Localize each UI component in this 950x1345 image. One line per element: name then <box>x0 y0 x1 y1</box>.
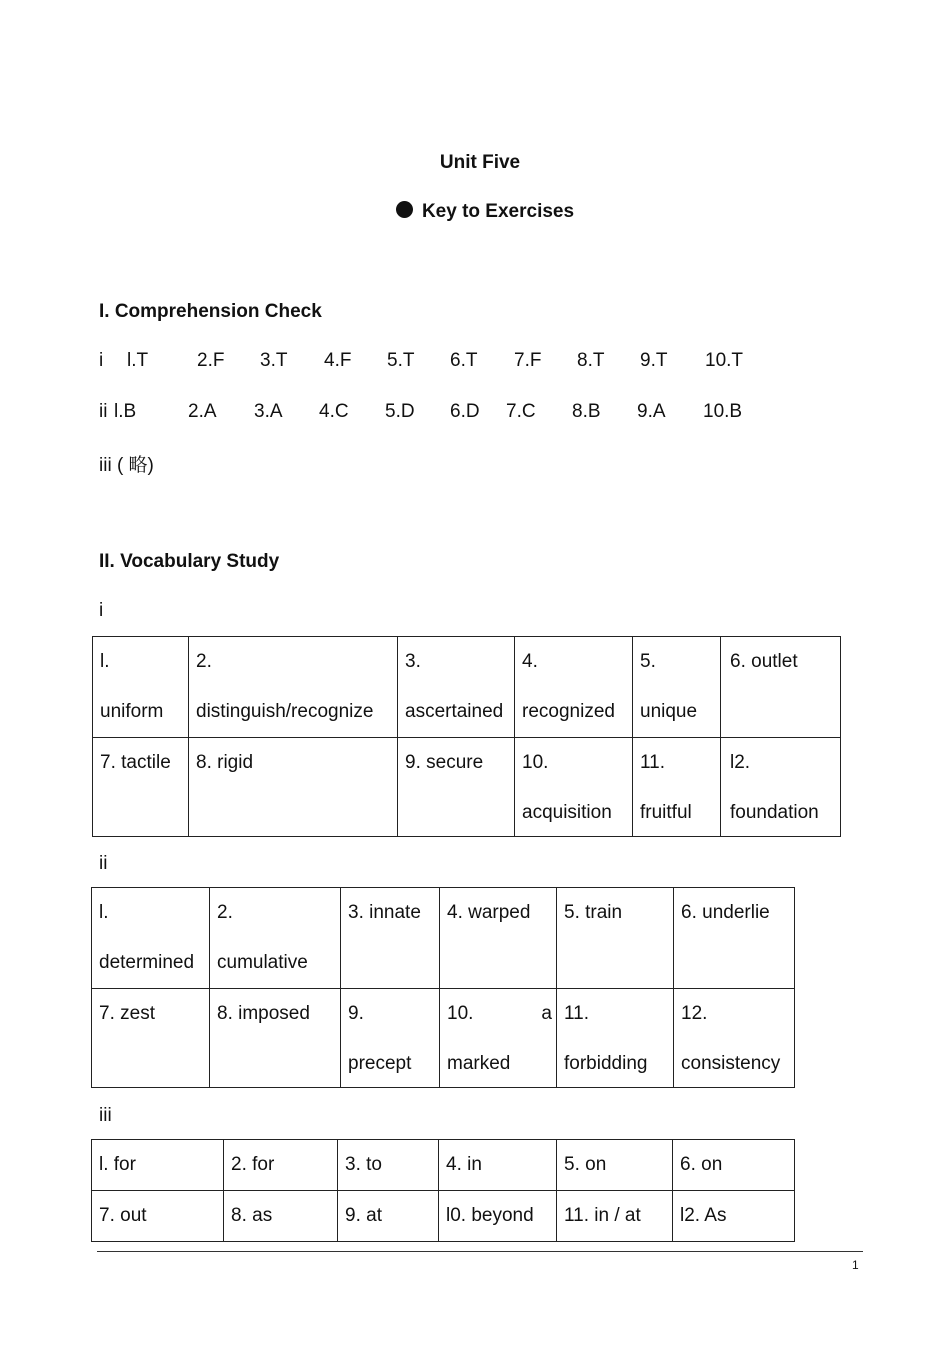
table-cell: 11. in / at <box>564 1205 641 1226</box>
part-iii-label: iii <box>99 1105 112 1126</box>
answer: l.B <box>114 401 137 422</box>
subtitle <box>0 201 950 223</box>
answer: 10.B <box>703 401 743 422</box>
table-cell: 5. on <box>564 1154 607 1175</box>
table-cell: 3. ascertained <box>405 651 504 722</box>
answers-row-iii: iii ( 略) <box>99 455 154 476</box>
table-cell: 7. zest <box>99 1003 155 1024</box>
table-cell: 8. as <box>231 1205 273 1226</box>
table-cell: l. for <box>99 1154 136 1175</box>
row-label: ii <box>99 401 108 422</box>
table-cell: 2. distinguish/recognize <box>196 651 374 722</box>
answer: 2.F <box>197 350 225 371</box>
table-cell: 8. rigid <box>196 752 254 773</box>
table-cell: 6. underlie <box>681 902 770 923</box>
table-cell: 3. to <box>345 1154 382 1175</box>
part-i-label: i <box>99 600 104 621</box>
answer: 6.T <box>450 350 478 371</box>
part-ii-label: ii <box>99 853 108 874</box>
answer: 7.F <box>514 350 542 371</box>
answer: 6.D <box>450 401 480 422</box>
vocab-table-ii <box>91 887 795 1088</box>
answer: 4.C <box>319 401 349 422</box>
answer: 5.T <box>387 350 415 371</box>
table-cell: 2. cumulative <box>217 902 308 973</box>
answer: l.T <box>127 350 149 371</box>
answer: 9.T <box>640 350 668 371</box>
table-cell: l. determined <box>99 902 195 973</box>
table-cell: 11. forbidding <box>564 1003 648 1074</box>
table-cell: l. uniform <box>100 651 164 722</box>
table-cell: 11. fruitful <box>640 752 692 823</box>
table-cell: 7. tactile <box>100 752 171 773</box>
table-cell: 5. train <box>564 902 623 923</box>
table-cell: l2. foundation <box>730 752 819 823</box>
table-cell: l0. beyond <box>446 1205 534 1226</box>
table-cell: 9. secure <box>405 752 484 773</box>
page-title: Unit Five <box>439 152 521 173</box>
answer: 8.T <box>577 350 605 371</box>
table-cell: 8. imposed <box>217 1003 310 1024</box>
table-cell: 10. acquisition <box>522 752 612 823</box>
answer: 9.A <box>637 401 666 422</box>
table-cell: 4. recognized <box>522 651 615 722</box>
answers-row-ii <box>0 401 950 425</box>
section2-heading: II. Vocabulary Study <box>99 551 280 572</box>
section1-heading: I. Comprehension Check <box>99 301 322 322</box>
table-cell: 7. out <box>99 1205 147 1226</box>
table-cell: 6. on <box>680 1154 723 1175</box>
table-cell: 5. unique <box>640 651 698 722</box>
table-cell: 4. in <box>446 1154 482 1175</box>
footer-rule <box>97 1251 863 1252</box>
page-number: 1 <box>852 1258 859 1272</box>
bullet-icon <box>396 201 413 218</box>
vocab-table-iii <box>91 1139 795 1242</box>
table-cell: l2. As <box>680 1205 727 1226</box>
subtitle-text: Key to Exercises <box>421 201 575 222</box>
row-label: i <box>99 350 104 371</box>
table-cell: 12. consistency <box>681 1003 781 1074</box>
table-cell: 9. at <box>345 1205 382 1226</box>
answer: 10.T <box>705 350 744 371</box>
table-cell: 3. innate <box>348 902 421 923</box>
table-cell: 2. for <box>231 1154 275 1175</box>
answer: 5.D <box>385 401 415 422</box>
table-cell: 10. a marked <box>447 1003 552 1074</box>
answer: 3.A <box>254 401 283 422</box>
table-cell: 6. outlet <box>730 651 798 672</box>
table-cell: 4. warped <box>447 902 531 923</box>
answer: 3.T <box>260 350 288 371</box>
vocab-table-i <box>92 636 841 837</box>
answer: 8.B <box>572 401 601 422</box>
answer: 4.F <box>324 350 352 371</box>
table-cell: 9. precept <box>348 1003 412 1074</box>
answer: 7.C <box>506 401 536 422</box>
answer: 2.A <box>188 401 217 422</box>
answers-row-i <box>0 350 950 374</box>
